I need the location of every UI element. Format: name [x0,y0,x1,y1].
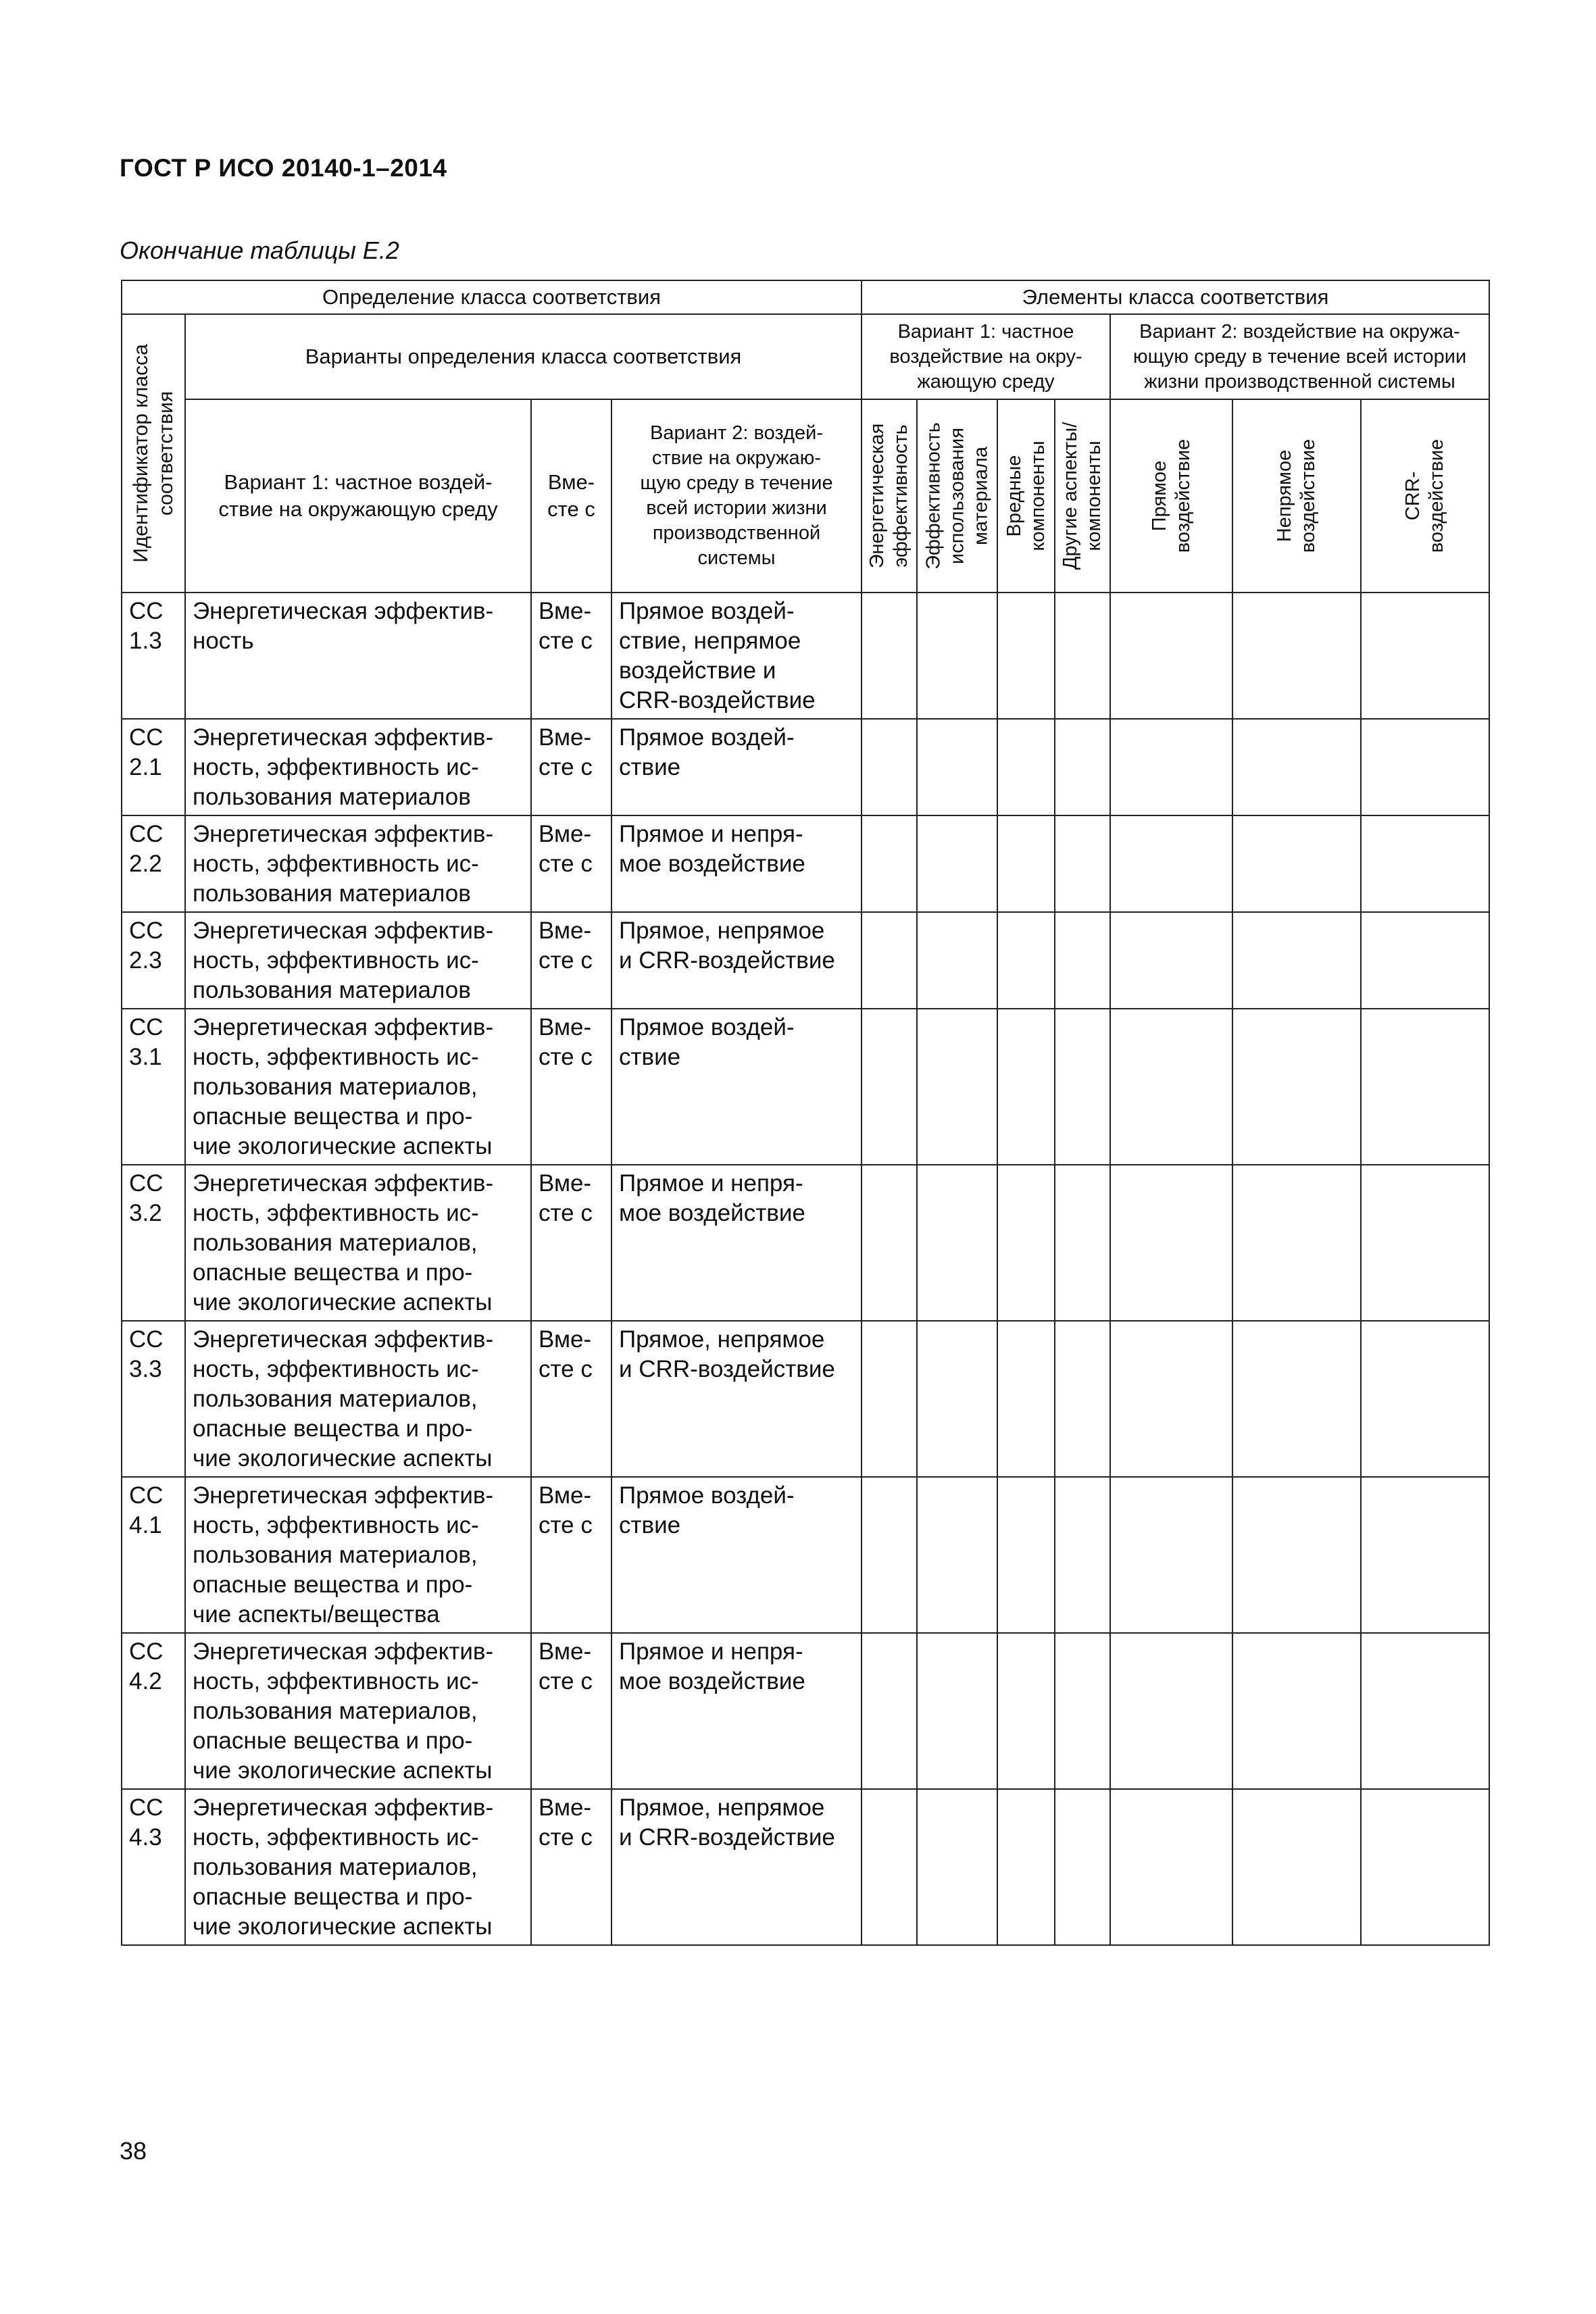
cell-variant-1: Энергетическая эффектив- ность [185,593,531,719]
cell-element-empty [862,719,917,815]
cell-element-empty [1110,912,1232,1009]
header-element-direct-text: Прямое воздействие [1148,438,1194,553]
table-caption: Окончание таблицы Е.2 [120,236,399,264]
cell-variant-1: Энергетическая эффектив- ность, эффективность ис- пользования материалов [185,912,531,1009]
cell-element-empty [1110,1477,1232,1633]
page-number: 38 [120,2137,147,2165]
cell-element-empty [1232,815,1361,912]
cell-element-empty [917,593,997,719]
cell-element-empty [1361,1165,1489,1321]
cell-element-empty [1110,1009,1232,1165]
cell-variant-1: Энергетическая эффектив- ность, эффективность ис- пользования материалов, опасные вещества и про- чие экологические аспекты [185,1789,531,1945]
cell-element-empty [862,1789,917,1945]
cell-element-empty [1055,1321,1110,1477]
cell-element-empty [1232,1477,1361,1633]
cell-element-empty [917,1321,997,1477]
cell-element-empty [997,815,1055,912]
cell-element-empty [1055,1477,1110,1633]
cell-element-empty [1232,912,1361,1009]
cell-element-empty [1055,815,1110,912]
cell-element-empty [917,1009,997,1165]
cell-element-empty [1110,593,1232,719]
cell-element-empty [862,1477,917,1633]
cell-identifier: CC 3.1 [122,1009,185,1165]
header-element-harmful [997,399,1055,593]
cell-element-empty [1055,1789,1110,1945]
table-row [122,719,1489,815]
table-row [122,1009,1489,1165]
header-identifier [122,314,185,593]
cell-element-empty [917,719,997,815]
cell-identifier: CC 3.3 [122,1321,185,1477]
cell-element-empty [862,1165,917,1321]
cell-element-empty [1055,1633,1110,1789]
cell-element-empty [997,593,1055,719]
cell-variant-1: Энергетическая эффектив- ность, эффективность ис- пользования материалов, опасные вещества и про- чие экологические аспекты [185,1321,531,1477]
cell-together: Вме- сте с [531,815,612,912]
cell-element-empty [1361,1789,1489,1945]
cell-element-empty [1232,1009,1361,1165]
header-element-other-text: Другие аспекты/ компоненты [1059,422,1105,570]
cell-element-empty [1361,719,1489,815]
cell-identifier: CC 1.3 [122,593,185,719]
cell-element-empty [997,1009,1055,1165]
header-element-indirect [1232,399,1361,593]
cell-variant-2: Прямое, непрямое и CRR-воздействие [612,912,862,1009]
header-element-direct [1110,399,1232,593]
cell-element-empty [862,1633,917,1789]
cell-together: Вме- сте с [531,1321,612,1477]
cell-identifier: CC 3.2 [122,1165,185,1321]
cell-element-empty [862,912,917,1009]
cell-variant-2: Прямое воздей- ствие [612,719,862,815]
cell-element-empty [997,1321,1055,1477]
table-body [122,593,1489,1945]
group-header-elements: Элементы класса соответствия [862,280,1489,314]
cell-variant-2: Прямое и непря- мое воздействие [612,1633,862,1789]
table-row [122,593,1489,719]
cell-element-empty [1110,719,1232,815]
cell-element-empty [1055,593,1110,719]
cell-element-empty [862,1009,917,1165]
cell-variant-1: Энергетическая эффектив- ность, эффективность ис- пользования материалов [185,719,531,815]
table-row [122,815,1489,912]
cell-variant-1: Энергетическая эффектив- ность, эффективность ис- пользования материалов, опасные вещества и про- чие экологические аспекты [185,1633,531,1789]
cell-element-empty [1232,719,1361,815]
table-row [122,1633,1489,1789]
cell-element-empty [1232,1789,1361,1945]
cell-element-empty [862,593,917,719]
cell-together: Вме- сте с [531,593,612,719]
header-element-indirect-text: Непрямое воздействие [1274,438,1319,553]
cell-together: Вме- сте с [531,1009,612,1165]
cell-variant-2: Прямое воздей- ствие [612,1477,862,1633]
cell-together: Вме- сте с [531,1165,612,1321]
header-element-energy [862,399,917,593]
header-element-other [1055,399,1110,593]
cell-together: Вме- сте с [531,1789,612,1945]
cell-element-empty [1110,1321,1232,1477]
cell-element-empty [1361,1009,1489,1165]
header-element-energy-text: Энергетическая эффективность [866,423,912,569]
cell-variant-2: Прямое воздей- ствие [612,1009,862,1165]
cell-element-empty [862,815,917,912]
cell-element-empty [862,1321,917,1477]
cell-element-empty [997,1477,1055,1633]
cell-element-empty [1055,719,1110,815]
header-elements-v2: Вариант 2: воздействие на окружа- ющую среду в течение всей истории жизни производственной системы [1110,314,1489,399]
cell-variant-1: Энергетическая эффектив- ность, эффективность ис- пользования материалов [185,815,531,912]
header-element-material [917,399,997,593]
cell-element-empty [1232,1165,1361,1321]
cell-element-empty [997,912,1055,1009]
cell-variant-2: Прямое, непрямое и CRR-воздействие [612,1789,862,1945]
cell-element-empty [1232,593,1361,719]
header-element-harmful-text: Вредные компоненты [1003,441,1049,551]
header-element-material-text: Эффективность использования материала [922,422,991,570]
header-def-together: Вме- сте с [531,399,612,593]
cell-together: Вме- сте с [531,719,612,815]
cell-element-empty [1361,1321,1489,1477]
cell-element-empty [1361,593,1489,719]
cell-identifier: CC 2.3 [122,912,185,1009]
group-header-definition: Определение класса соответствия [122,280,862,314]
header-element-crr [1361,399,1489,593]
cell-variant-2: Прямое воздей- ствие, непрямое воздействие и CRR-воздействие [612,593,862,719]
cell-element-empty [917,1477,997,1633]
cell-identifier: CC 4.2 [122,1633,185,1789]
cell-element-empty [917,1165,997,1321]
cell-element-empty [1110,1165,1232,1321]
table-row [122,1165,1489,1321]
cell-element-empty [997,1789,1055,1945]
cell-together: Вме- сте с [531,912,612,1009]
cell-element-empty [1055,1165,1110,1321]
cell-element-empty [917,1789,997,1945]
cell-element-empty [1055,1009,1110,1165]
cell-variant-1: Энергетическая эффектив- ность, эффективность ис- пользования материалов, опасные вещества и про- чие экологические аспекты [185,1009,531,1165]
conformance-class-table [121,280,1490,1946]
page-header: ГОСТ Р ИСО 20140-1–2014 [120,154,447,182]
header-variants: Варианты определения класса соответствия [185,314,862,399]
header-def-v2: Вариант 2: воздей- ствие на окружаю- щую среду в течение всей истории жизни производственной системы [612,399,862,593]
cell-element-empty [997,1165,1055,1321]
cell-element-empty [1361,815,1489,912]
cell-element-empty [917,815,997,912]
cell-element-empty [1361,1477,1489,1633]
cell-element-empty [917,1633,997,1789]
cell-together: Вме- сте с [531,1477,612,1633]
cell-variant-2: Прямое и непря- мое воздействие [612,1165,862,1321]
cell-together: Вме- сте с [531,1633,612,1789]
cell-element-empty [1110,1789,1232,1945]
table-row [122,912,1489,1009]
cell-element-empty [1232,1321,1361,1477]
cell-variant-2: Прямое и непря- мое воздействие [612,815,862,912]
cell-element-empty [1110,815,1232,912]
cell-element-empty [1361,1633,1489,1789]
cell-variant-1: Энергетическая эффектив- ность, эффективность ис- пользования материалов, опасные вещества и про- чие экологические аспекты [185,1165,531,1321]
header-element-crr-text: CRR- воздействие [1402,438,1447,553]
cell-element-empty [1232,1633,1361,1789]
cell-variant-1: Энергетическая эффектив- ность, эффективность ис- пользования материалов, опасные вещества и про- чие аспекты/вещества [185,1477,531,1633]
table-row [122,1477,1489,1633]
cell-element-empty [917,912,997,1009]
cell-identifier: CC 4.1 [122,1477,185,1633]
cell-element-empty [1110,1633,1232,1789]
table-row [122,1321,1489,1477]
header-elements-v1: Вариант 1: частное воздействие на окру- жающую среду [862,314,1110,399]
cell-identifier: CC 4.3 [122,1789,185,1945]
cell-identifier: CC 2.1 [122,719,185,815]
cell-element-empty [1361,912,1489,1009]
cell-element-empty [997,1633,1055,1789]
cell-identifier: CC 2.2 [122,815,185,912]
header-identifier-text: Идентификатор класса соответствия [130,344,177,563]
cell-element-empty [997,719,1055,815]
cell-element-empty [1055,912,1110,1009]
header-def-v1: Вариант 1: частное воздей- ствие на окружающую среду [185,399,531,593]
table-row [122,1789,1489,1945]
cell-variant-2: Прямое, непрямое и CRR-воздействие [612,1321,862,1477]
